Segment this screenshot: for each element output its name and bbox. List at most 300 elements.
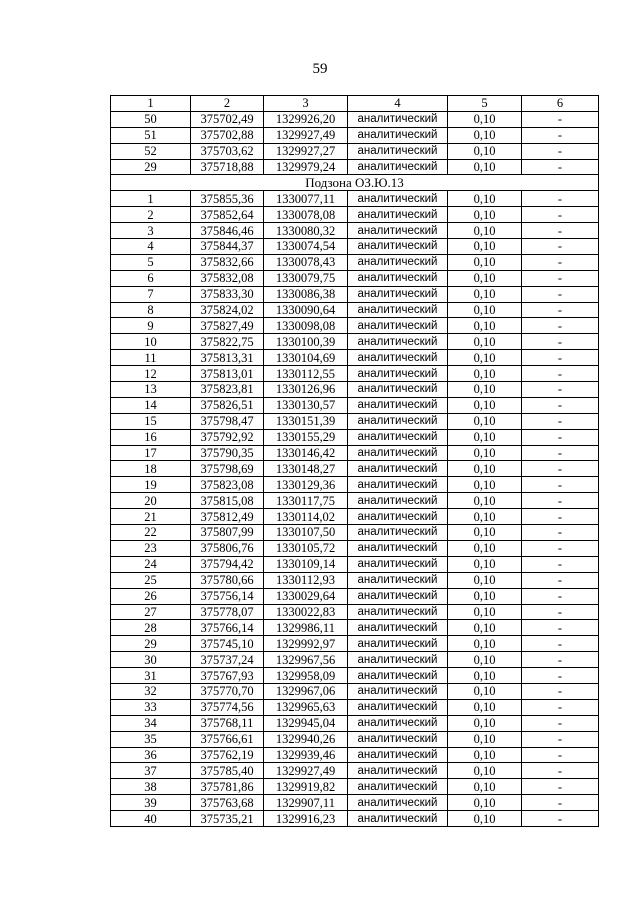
point-number-cell: 34 (111, 715, 191, 731)
y-coordinate-cell: 1329919,82 (264, 779, 348, 795)
page-number: 59 (312, 61, 328, 77)
accuracy-cell: 0,10 (448, 413, 522, 429)
accuracy-cell: 0,10 (448, 699, 522, 715)
table-row (111, 397, 599, 413)
accuracy-cell: 0,10 (448, 556, 522, 572)
method-cell: аналитический (348, 461, 448, 477)
table-row (111, 477, 599, 493)
y-coordinate-cell: 1330029,64 (264, 588, 348, 604)
description-cell: - (522, 509, 599, 525)
table-row (111, 715, 599, 731)
description-cell: - (522, 493, 599, 509)
description-cell: - (522, 239, 599, 255)
method-cell: аналитический (348, 111, 448, 127)
table-row (111, 572, 599, 588)
accuracy-cell: 0,10 (448, 779, 522, 795)
x-coordinate-cell: 375815,08 (191, 493, 264, 509)
description-cell: - (522, 223, 599, 239)
table-row (111, 286, 599, 302)
table-row (111, 795, 599, 811)
x-coordinate-cell: 375774,56 (191, 699, 264, 715)
table-row (111, 731, 599, 747)
column-number-header: 1 (111, 96, 191, 112)
point-number-cell: 13 (111, 382, 191, 398)
x-coordinate-cell: 375824,02 (191, 302, 264, 318)
y-coordinate-cell: 1329945,04 (264, 715, 348, 731)
accuracy-cell: 0,10 (448, 239, 522, 255)
accuracy-cell: 0,10 (448, 509, 522, 525)
point-number-cell: 21 (111, 509, 191, 525)
y-coordinate-cell: 1329958,09 (264, 668, 348, 684)
accuracy-cell: 0,10 (448, 223, 522, 239)
point-number-cell: 5 (111, 254, 191, 270)
y-coordinate-cell: 1330104,69 (264, 350, 348, 366)
subzone-title-row (111, 175, 599, 191)
table-row (111, 699, 599, 715)
description-cell: - (522, 683, 599, 699)
x-coordinate-cell: 375846,46 (191, 223, 264, 239)
accuracy-cell: 0,10 (448, 382, 522, 398)
description-cell: - (522, 366, 599, 382)
y-coordinate-cell: 1330100,39 (264, 334, 348, 350)
accuracy-cell: 0,10 (448, 302, 522, 318)
coordinates-table-body (111, 96, 599, 827)
table-row (111, 509, 599, 525)
point-number-cell: 18 (111, 461, 191, 477)
y-coordinate-cell: 1330114,02 (264, 509, 348, 525)
description-cell: - (522, 668, 599, 684)
y-coordinate-cell: 1330086,38 (264, 286, 348, 302)
point-number-cell: 38 (111, 779, 191, 795)
description-cell: - (522, 445, 599, 461)
table-row (111, 620, 599, 636)
accuracy-cell: 0,10 (448, 445, 522, 461)
y-coordinate-cell: 1329927,27 (264, 143, 348, 159)
x-coordinate-cell: 375735,21 (191, 811, 264, 827)
point-number-cell: 15 (111, 413, 191, 429)
method-cell: аналитический (348, 763, 448, 779)
method-cell: аналитический (348, 652, 448, 668)
point-number-cell: 2 (111, 207, 191, 223)
description-cell: - (522, 382, 599, 398)
point-number-cell: 27 (111, 604, 191, 620)
point-number-cell: 32 (111, 683, 191, 699)
method-cell: аналитический (348, 811, 448, 827)
method-cell: аналитический (348, 366, 448, 382)
point-number-cell: 4 (111, 239, 191, 255)
x-coordinate-cell: 375813,01 (191, 366, 264, 382)
point-number-cell: 3 (111, 223, 191, 239)
point-number-cell: 25 (111, 572, 191, 588)
description-cell: - (522, 111, 599, 127)
accuracy-cell: 0,10 (448, 159, 522, 175)
method-cell: аналитический (348, 731, 448, 747)
x-coordinate-cell: 375832,08 (191, 270, 264, 286)
table-row (111, 811, 599, 827)
description-cell: - (522, 652, 599, 668)
column-number-header: 5 (448, 96, 522, 112)
x-coordinate-cell: 375780,66 (191, 572, 264, 588)
method-cell: аналитический (348, 239, 448, 255)
y-coordinate-cell: 1330077,11 (264, 191, 348, 207)
method-cell: аналитический (348, 588, 448, 604)
point-number-cell: 36 (111, 747, 191, 763)
accuracy-cell: 0,10 (448, 334, 522, 350)
y-coordinate-cell: 1330078,43 (264, 254, 348, 270)
table-row (111, 525, 599, 541)
table-row (111, 302, 599, 318)
description-cell: - (522, 604, 599, 620)
x-coordinate-cell: 375852,64 (191, 207, 264, 223)
description-cell: - (522, 540, 599, 556)
point-number-cell: 51 (111, 127, 191, 143)
method-cell: аналитический (348, 429, 448, 445)
method-cell: аналитический (348, 318, 448, 334)
description-cell: - (522, 763, 599, 779)
y-coordinate-cell: 1330074,54 (264, 239, 348, 255)
accuracy-cell: 0,10 (448, 270, 522, 286)
table-row (111, 382, 599, 398)
description-cell: - (522, 620, 599, 636)
table-row (111, 556, 599, 572)
method-cell: аналитический (348, 286, 448, 302)
x-coordinate-cell: 375855,36 (191, 191, 264, 207)
description-cell: - (522, 397, 599, 413)
y-coordinate-cell: 1330130,57 (264, 397, 348, 413)
accuracy-cell: 0,10 (448, 111, 522, 127)
method-cell: аналитический (348, 795, 448, 811)
x-coordinate-cell: 375768,11 (191, 715, 264, 731)
description-cell: - (522, 525, 599, 541)
method-cell: аналитический (348, 127, 448, 143)
accuracy-cell: 0,10 (448, 763, 522, 779)
y-coordinate-cell: 1330117,75 (264, 493, 348, 509)
x-coordinate-cell: 375798,69 (191, 461, 264, 477)
point-number-cell: 8 (111, 302, 191, 318)
accuracy-cell: 0,10 (448, 477, 522, 493)
method-cell: аналитический (348, 604, 448, 620)
description-cell: - (522, 477, 599, 493)
accuracy-cell: 0,10 (448, 540, 522, 556)
point-number-cell: 10 (111, 334, 191, 350)
x-coordinate-cell: 375781,86 (191, 779, 264, 795)
table-row (111, 127, 599, 143)
accuracy-cell: 0,10 (448, 604, 522, 620)
accuracy-cell: 0,10 (448, 397, 522, 413)
point-number-cell: 40 (111, 811, 191, 827)
table-row (111, 350, 599, 366)
x-coordinate-cell: 375703,62 (191, 143, 264, 159)
accuracy-cell: 0,10 (448, 572, 522, 588)
y-coordinate-cell: 1329926,20 (264, 111, 348, 127)
method-cell: аналитический (348, 413, 448, 429)
y-coordinate-cell: 1330090,64 (264, 302, 348, 318)
method-cell: аналитический (348, 207, 448, 223)
accuracy-cell: 0,10 (448, 429, 522, 445)
point-number-cell: 20 (111, 493, 191, 509)
accuracy-cell: 0,10 (448, 286, 522, 302)
point-number-cell: 16 (111, 429, 191, 445)
accuracy-cell: 0,10 (448, 493, 522, 509)
x-coordinate-cell: 375790,35 (191, 445, 264, 461)
accuracy-cell: 0,10 (448, 620, 522, 636)
x-coordinate-cell: 375792,92 (191, 429, 264, 445)
x-coordinate-cell: 375702,88 (191, 127, 264, 143)
x-coordinate-cell: 375770,70 (191, 683, 264, 699)
description-cell: - (522, 207, 599, 223)
x-coordinate-cell: 375812,49 (191, 509, 264, 525)
table-row (111, 207, 599, 223)
description-cell: - (522, 731, 599, 747)
accuracy-cell: 0,10 (448, 191, 522, 207)
method-cell: аналитический (348, 493, 448, 509)
table-row (111, 429, 599, 445)
accuracy-cell: 0,10 (448, 127, 522, 143)
accuracy-cell: 0,10 (448, 207, 522, 223)
x-coordinate-cell: 375807,99 (191, 525, 264, 541)
accuracy-cell: 0,10 (448, 525, 522, 541)
point-number-cell: 1 (111, 191, 191, 207)
y-coordinate-cell: 1330146,42 (264, 445, 348, 461)
point-number-cell: 31 (111, 668, 191, 684)
point-number-cell: 30 (111, 652, 191, 668)
accuracy-cell: 0,10 (448, 811, 522, 827)
y-coordinate-cell: 1329927,49 (264, 127, 348, 143)
point-number-cell: 52 (111, 143, 191, 159)
table-row (111, 334, 599, 350)
table-row (111, 604, 599, 620)
column-number-header: 3 (264, 96, 348, 112)
description-cell: - (522, 127, 599, 143)
table-row (111, 223, 599, 239)
subzone-title: Подзона ОЗ.Ю.13 (111, 175, 599, 191)
method-cell: аналитический (348, 572, 448, 588)
accuracy-cell: 0,10 (448, 652, 522, 668)
table-row (111, 366, 599, 382)
y-coordinate-cell: 1329967,06 (264, 683, 348, 699)
x-coordinate-cell: 375756,14 (191, 588, 264, 604)
coordinates-table (110, 95, 599, 827)
x-coordinate-cell: 375823,81 (191, 382, 264, 398)
x-coordinate-cell: 375833,30 (191, 286, 264, 302)
method-cell: аналитический (348, 159, 448, 175)
accuracy-cell: 0,10 (448, 683, 522, 699)
x-coordinate-cell: 375762,19 (191, 747, 264, 763)
description-cell: - (522, 636, 599, 652)
description-cell: - (522, 413, 599, 429)
description-cell: - (522, 302, 599, 318)
description-cell: - (522, 159, 599, 175)
point-number-cell: 7 (111, 286, 191, 302)
y-coordinate-cell: 1329927,49 (264, 763, 348, 779)
y-coordinate-cell: 1329965,63 (264, 699, 348, 715)
method-cell: аналитический (348, 302, 448, 318)
y-coordinate-cell: 1330112,55 (264, 366, 348, 382)
point-number-cell: 37 (111, 763, 191, 779)
y-coordinate-cell: 1329967,56 (264, 652, 348, 668)
table-row (111, 779, 599, 795)
method-cell: аналитический (348, 525, 448, 541)
method-cell: аналитический (348, 668, 448, 684)
description-cell: - (522, 572, 599, 588)
table-row (111, 445, 599, 461)
x-coordinate-cell: 375702,49 (191, 111, 264, 127)
y-coordinate-cell: 1330151,39 (264, 413, 348, 429)
description-cell: - (522, 254, 599, 270)
table-row (111, 652, 599, 668)
description-cell: - (522, 286, 599, 302)
x-coordinate-cell: 375767,93 (191, 668, 264, 684)
x-coordinate-cell: 375785,40 (191, 763, 264, 779)
method-cell: аналитический (348, 509, 448, 525)
x-coordinate-cell: 375745,10 (191, 636, 264, 652)
method-cell: аналитический (348, 143, 448, 159)
accuracy-cell: 0,10 (448, 747, 522, 763)
table-row (111, 254, 599, 270)
table-row (111, 239, 599, 255)
method-cell: аналитический (348, 382, 448, 398)
description-cell: - (522, 270, 599, 286)
point-number-cell: 28 (111, 620, 191, 636)
y-coordinate-cell: 1330129,36 (264, 477, 348, 493)
description-cell: - (522, 556, 599, 572)
y-coordinate-cell: 1329986,11 (264, 620, 348, 636)
x-coordinate-cell: 375794,42 (191, 556, 264, 572)
accuracy-cell: 0,10 (448, 461, 522, 477)
table-header-row (111, 96, 599, 112)
x-coordinate-cell: 375806,76 (191, 540, 264, 556)
x-coordinate-cell: 375826,51 (191, 397, 264, 413)
table-row (111, 191, 599, 207)
point-number-cell: 9 (111, 318, 191, 334)
table-row (111, 763, 599, 779)
point-number-cell: 24 (111, 556, 191, 572)
description-cell: - (522, 779, 599, 795)
table-row (111, 747, 599, 763)
column-number-header: 6 (522, 96, 599, 112)
table-row (111, 270, 599, 286)
point-number-cell: 39 (111, 795, 191, 811)
y-coordinate-cell: 1330098,08 (264, 318, 348, 334)
point-number-cell: 50 (111, 111, 191, 127)
y-coordinate-cell: 1329940,26 (264, 731, 348, 747)
y-coordinate-cell: 1330079,75 (264, 270, 348, 286)
method-cell: аналитический (348, 636, 448, 652)
x-coordinate-cell: 375822,75 (191, 334, 264, 350)
method-cell: аналитический (348, 620, 448, 636)
description-cell: - (522, 699, 599, 715)
method-cell: аналитический (348, 334, 448, 350)
point-number-cell: 19 (111, 477, 191, 493)
y-coordinate-cell: 1329907,11 (264, 795, 348, 811)
accuracy-cell: 0,10 (448, 588, 522, 604)
point-number-cell: 26 (111, 588, 191, 604)
table-row (111, 143, 599, 159)
point-number-cell: 14 (111, 397, 191, 413)
table-row (111, 318, 599, 334)
description-cell: - (522, 318, 599, 334)
x-coordinate-cell: 375778,07 (191, 604, 264, 620)
x-coordinate-cell: 375718,88 (191, 159, 264, 175)
accuracy-cell: 0,10 (448, 668, 522, 684)
y-coordinate-cell: 1330105,72 (264, 540, 348, 556)
y-coordinate-cell: 1330148,27 (264, 461, 348, 477)
method-cell: аналитический (348, 556, 448, 572)
point-number-cell: 11 (111, 350, 191, 366)
description-cell: - (522, 811, 599, 827)
y-coordinate-cell: 1330080,32 (264, 223, 348, 239)
accuracy-cell: 0,10 (448, 143, 522, 159)
table-row (111, 413, 599, 429)
description-cell: - (522, 334, 599, 350)
method-cell: аналитический (348, 270, 448, 286)
description-cell: - (522, 795, 599, 811)
description-cell: - (522, 350, 599, 366)
description-cell: - (522, 191, 599, 207)
column-number-header: 4 (348, 96, 448, 112)
method-cell: аналитический (348, 397, 448, 413)
x-coordinate-cell: 375763,68 (191, 795, 264, 811)
y-coordinate-cell: 1330078,08 (264, 207, 348, 223)
y-coordinate-cell: 1330107,50 (264, 525, 348, 541)
accuracy-cell: 0,10 (448, 254, 522, 270)
accuracy-cell: 0,10 (448, 731, 522, 747)
x-coordinate-cell: 375813,31 (191, 350, 264, 366)
point-number-cell: 29 (111, 159, 191, 175)
point-number-cell: 29 (111, 636, 191, 652)
method-cell: аналитический (348, 223, 448, 239)
accuracy-cell: 0,10 (448, 366, 522, 382)
x-coordinate-cell: 375832,66 (191, 254, 264, 270)
y-coordinate-cell: 1330109,14 (264, 556, 348, 572)
x-coordinate-cell: 375827,49 (191, 318, 264, 334)
x-coordinate-cell: 375823,08 (191, 477, 264, 493)
accuracy-cell: 0,10 (448, 715, 522, 731)
y-coordinate-cell: 1330022,83 (264, 604, 348, 620)
table-row (111, 159, 599, 175)
method-cell: аналитический (348, 477, 448, 493)
y-coordinate-cell: 1330112,93 (264, 572, 348, 588)
method-cell: аналитический (348, 699, 448, 715)
point-number-cell: 23 (111, 540, 191, 556)
column-number-header: 2 (191, 96, 264, 112)
description-cell: - (522, 715, 599, 731)
point-number-cell: 6 (111, 270, 191, 286)
method-cell: аналитический (348, 254, 448, 270)
accuracy-cell: 0,10 (448, 795, 522, 811)
y-coordinate-cell: 1329992,97 (264, 636, 348, 652)
y-coordinate-cell: 1330155,29 (264, 429, 348, 445)
y-coordinate-cell: 1330126,96 (264, 382, 348, 398)
description-cell: - (522, 747, 599, 763)
point-number-cell: 12 (111, 366, 191, 382)
description-cell: - (522, 588, 599, 604)
x-coordinate-cell: 375798,47 (191, 413, 264, 429)
point-number-cell: 33 (111, 699, 191, 715)
y-coordinate-cell: 1329939,46 (264, 747, 348, 763)
description-cell: - (522, 461, 599, 477)
y-coordinate-cell: 1329916,23 (264, 811, 348, 827)
table-row (111, 588, 599, 604)
method-cell: аналитический (348, 683, 448, 699)
point-number-cell: 22 (111, 525, 191, 541)
table-row (111, 111, 599, 127)
x-coordinate-cell: 375844,37 (191, 239, 264, 255)
method-cell: аналитический (348, 191, 448, 207)
point-number-cell: 35 (111, 731, 191, 747)
method-cell: аналитический (348, 747, 448, 763)
table-row (111, 668, 599, 684)
